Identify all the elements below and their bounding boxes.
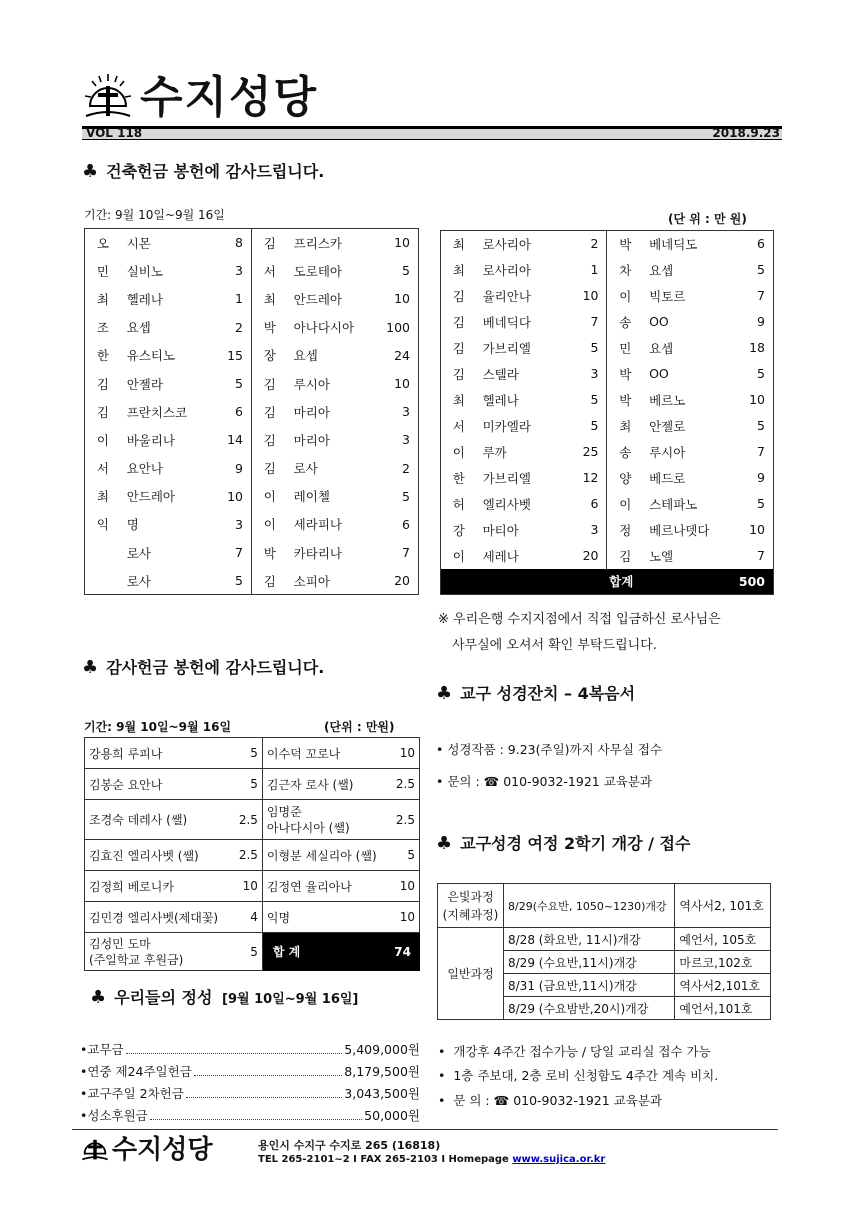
table-row	[441, 465, 774, 491]
donor-amount: 2.5	[232, 840, 262, 871]
donor-surname: 박	[619, 366, 632, 382]
donor-name: 카타리나	[293, 545, 342, 561]
donor-amount: 24	[394, 347, 410, 363]
donor-name: 베드로	[649, 470, 686, 486]
donor-amount: 2	[567, 231, 607, 257]
donor-amount: 6	[757, 236, 765, 252]
donor-amount: 2	[402, 460, 410, 476]
donor-amount: 3	[211, 510, 251, 538]
donor-name: 유스티노	[126, 348, 176, 364]
donor-amount: 7	[402, 545, 410, 561]
course-title: ♣ 교구성경 여정 2학기 개강 / 접수	[436, 833, 691, 854]
donor-amount: 7	[757, 444, 765, 459]
club-icon: ♣	[82, 161, 99, 182]
donor-name: 익명	[262, 902, 389, 933]
table-row	[85, 313, 419, 341]
donor-surname: 최	[619, 418, 632, 434]
building-offering-title: ♣ 건축헌금 봉헌에 감사드립니다.	[82, 161, 325, 182]
donor-surname: 김	[263, 235, 276, 251]
list-item: • 성소후원금 50,000원	[80, 1108, 420, 1123]
thanks-total-label: 합 계	[262, 933, 389, 971]
donor-name: 로사리아	[482, 262, 531, 278]
donor-name: 요안나	[126, 461, 163, 477]
building-total-value: 500	[733, 569, 773, 595]
devotion-label: 교구주일 2차헌금	[87, 1086, 184, 1101]
donor-name: 안젤로	[649, 418, 686, 434]
building-total-label: 합계	[441, 569, 734, 595]
donor-surname: 김	[96, 404, 109, 420]
table-row	[438, 884, 771, 928]
donor-surname: 송	[619, 314, 632, 330]
donor-surname: 민	[96, 263, 109, 279]
course-place: 예언서, 105호	[675, 928, 771, 951]
donor-surname: 장	[263, 348, 276, 364]
donor-name: 김봉순 요안나	[85, 769, 233, 800]
donor-surname: 서	[263, 263, 276, 279]
table-row	[441, 439, 774, 465]
donor-amount: 7	[567, 309, 607, 335]
donor-surname: 이	[263, 517, 276, 533]
list-item: • 교무금 5,409,000원	[80, 1042, 420, 1057]
donor-name: 조경숙 데레사 (쌜)	[85, 800, 233, 840]
donor-surname: 민	[619, 340, 632, 356]
donor-amount: 7	[211, 539, 251, 567]
donor-amount: 10	[394, 376, 410, 392]
donor-amount: 20	[394, 573, 410, 589]
donor-name: 마리아	[293, 404, 330, 420]
building-note-line2: 사무실에 오셔서 확인 부탁드립니다.	[452, 638, 657, 653]
donor-surname: 송	[619, 444, 632, 460]
course-place: 예언서,101호	[675, 997, 771, 1020]
donor-amount: 1	[567, 257, 607, 283]
donor-surname: 오	[96, 235, 109, 251]
donor-amount: 2.5	[390, 800, 420, 840]
bible-fest-line2: • 문의 : ☎ 010-9032-1921 교육분과	[436, 774, 652, 789]
course-time: 8/29 (수요반,11시)개강	[504, 951, 675, 974]
table-row	[85, 902, 420, 933]
donor-surname: 박	[619, 236, 632, 252]
club-icon: ♣	[436, 683, 453, 704]
donor-name: 김성민 도마 (주일학교 후원금)	[85, 933, 233, 971]
donor-amount: 3	[402, 404, 410, 420]
table-row	[441, 283, 774, 309]
donor-name: 김정희 베로니카	[85, 871, 233, 902]
donor-amount: 10	[394, 235, 410, 251]
donor-surname: 이	[452, 548, 465, 564]
donor-name: 스테파노	[649, 496, 698, 512]
donor-name: 베르노	[649, 392, 686, 408]
donor-surname: 김	[619, 548, 632, 564]
table-row	[85, 567, 419, 595]
devotion-value: 50,000원	[364, 1108, 420, 1123]
table-row	[85, 229, 419, 257]
club-icon: ♣	[90, 987, 107, 1008]
donor-surname: 이	[263, 489, 276, 505]
donor-amount: 12	[567, 465, 607, 491]
donor-name: 로사	[126, 545, 151, 561]
club-icon: ♣	[436, 833, 453, 854]
donor-amount: 2.5	[232, 800, 262, 840]
donor-surname: 양	[619, 470, 632, 486]
donor-surname: 김	[452, 314, 465, 330]
donor-name: 김효진 엘리사벳 (쌜)	[85, 840, 233, 871]
donor-surname: 박	[619, 392, 632, 408]
donor-surname: 김	[452, 340, 465, 356]
course-place: 역사서2, 101호	[675, 884, 771, 928]
devotion-label: 교무금	[87, 1042, 124, 1057]
course-table	[437, 883, 771, 1020]
donor-amount: 5	[390, 840, 420, 871]
building-offering-table-left	[84, 228, 419, 595]
thanks-offering-title: ♣ 감사헌금 봉헌에 감사드립니다.	[82, 657, 325, 678]
donor-name: 헬레나	[482, 392, 519, 408]
donor-amount: 25	[567, 439, 607, 465]
donor-name: 안드레아	[293, 291, 342, 307]
donor-surname	[85, 539, 121, 567]
donor-name: 베네딕도	[649, 236, 698, 252]
donor-amount: 10	[749, 392, 765, 407]
donor-amount: 3	[402, 432, 410, 448]
donor-amount: 9	[211, 454, 251, 482]
donor-surname: 정	[619, 522, 632, 538]
donor-amount: 10	[749, 522, 765, 537]
donor-name: 소피아	[293, 573, 330, 589]
donor-amount: 5	[232, 769, 262, 800]
donor-amount: 5	[211, 369, 251, 397]
donor-name: 로사리아	[482, 236, 531, 252]
devotion-label: 연중 제24주일헌금	[87, 1064, 192, 1079]
donor-surname: 김	[263, 461, 276, 477]
donor-name: 베네딕다	[482, 314, 531, 330]
table-row	[85, 426, 419, 454]
volume-bar	[82, 126, 782, 140]
table-row	[441, 361, 774, 387]
phone-icon: ☎	[493, 1093, 510, 1108]
donor-name: 바울리나	[126, 432, 176, 448]
donor-name: 마티아	[482, 522, 519, 538]
donor-surname: 박	[263, 320, 276, 336]
devotion-value: 3,043,500원	[344, 1086, 420, 1101]
donor-amount: 18	[749, 340, 765, 355]
course-time: 8/31 (금요반,11시)개강	[504, 974, 675, 997]
donor-amount: 10	[390, 902, 420, 933]
donor-name: OO	[649, 366, 669, 381]
donor-name: 프리스카	[293, 235, 342, 251]
footer-address: 용인시 수지구 수지로 265 (16818)	[258, 1139, 441, 1152]
donor-surname: 김	[452, 288, 465, 304]
donor-surname: 최	[263, 291, 276, 307]
donor-amount: 5	[232, 738, 262, 769]
donor-amount: 9	[757, 314, 765, 329]
donor-name: 로사	[293, 461, 318, 477]
donor-amount: 5	[402, 263, 410, 279]
donor-name: 세레나	[482, 548, 519, 564]
donor-amount: 5	[211, 567, 251, 595]
donor-surname: 최	[452, 236, 465, 252]
donor-name: 명	[126, 517, 139, 533]
table-row	[441, 231, 774, 257]
donor-amount: 6	[567, 491, 607, 517]
donor-name: 레이첼	[293, 489, 330, 505]
devotion-value: 5,409,000원	[344, 1042, 420, 1057]
bible-fest-line1: • 성경작품 : 9.23(주일)까지 사무실 접수	[436, 742, 663, 757]
bible-fest-title: ♣ 교구 성경잔치 – 4복음서	[436, 683, 636, 704]
donor-amount: 5	[402, 488, 410, 504]
table-row	[85, 482, 419, 510]
table-row	[441, 257, 774, 283]
donor-name: 이수덕 꼬로나	[262, 738, 389, 769]
thanks-unit: (단위 : 만원)	[324, 720, 395, 734]
donor-surname: 조	[96, 320, 109, 336]
donor-name: 김정연 율리아나	[262, 871, 389, 902]
donor-name: 강용희 루피나	[85, 738, 233, 769]
donor-amount: 3	[211, 257, 251, 285]
table-row	[441, 491, 774, 517]
devotion-title: ♣ 우리들의 정성 [9월 10일~9월 16일]	[90, 987, 359, 1008]
church-logo-icon	[82, 72, 134, 124]
course-place: 마르코,102호	[675, 951, 771, 974]
footer-divider	[72, 1129, 778, 1130]
table-row	[441, 413, 774, 439]
donor-name: 아나다시아	[293, 320, 355, 336]
donor-amount: 4	[232, 902, 262, 933]
donor-surname: 익	[96, 517, 109, 533]
donor-surname: 이	[96, 432, 109, 448]
donor-amount: 6	[402, 516, 410, 532]
donor-amount: 10	[211, 482, 251, 510]
thanks-total-value: 74	[390, 933, 420, 971]
devotion-list	[80, 1040, 420, 1128]
donor-surname: 서	[452, 418, 465, 434]
table-row	[85, 341, 419, 369]
donor-amount: 5	[567, 387, 607, 413]
donor-name: 루시아	[649, 444, 686, 460]
donor-amount: 10	[394, 291, 410, 307]
course-note-2: • 1층 주보대, 2층 로비 신청함도 4주간 계속 비치.	[438, 1068, 719, 1083]
donor-surname: 서	[96, 461, 109, 477]
donor-amount: 9	[757, 470, 765, 485]
donor-name: 마리아	[293, 432, 330, 448]
table-row	[85, 933, 420, 971]
thanks-period: 기간: 9월 10일~9월 16일	[84, 720, 232, 734]
donor-name: 시몬	[126, 235, 151, 251]
church-logo-icon	[80, 1134, 110, 1164]
donor-amount: 8	[211, 229, 251, 257]
donor-amount: 5	[567, 335, 607, 361]
donor-surname: 김	[263, 432, 276, 448]
course-time: 8/29 (수요밤반,20시)개강	[504, 997, 675, 1020]
devotion-value: 8,179,500원	[344, 1064, 420, 1079]
donor-surname: 최	[452, 262, 465, 278]
donor-name: 김민경 엘리사벳(제대꽃)	[85, 902, 233, 933]
donor-amount: 5	[757, 262, 765, 277]
donor-amount: 3	[567, 361, 607, 387]
donor-name: 안젤라	[126, 376, 163, 392]
donor-surname: 강	[452, 522, 465, 538]
donor-name: 요셉	[649, 340, 674, 356]
table-row	[85, 738, 420, 769]
table-row	[85, 840, 420, 871]
donor-name: 프란치스코	[126, 404, 188, 420]
table-row	[85, 257, 419, 285]
donor-surname: 박	[263, 545, 276, 561]
donor-name: 엘리사벳	[482, 496, 531, 512]
course-time: 8/29(수요반, 1050~1230)개강	[504, 884, 675, 928]
donor-surname: 김	[96, 376, 109, 392]
donor-amount: 20	[567, 543, 607, 569]
donor-name: 헬레나	[126, 291, 163, 307]
table-row	[85, 871, 420, 902]
donor-amount: 5	[232, 933, 262, 971]
donor-name: 가브리엘	[482, 340, 531, 356]
donor-surname: 김	[263, 376, 276, 392]
donor-name: 요셉	[293, 348, 318, 364]
table-row	[85, 800, 420, 840]
building-unit: (단 위 : 만 원)	[668, 212, 747, 226]
course-note-1: • 개강후 4주간 접수가능 / 당일 교리실 접수 가능	[438, 1044, 711, 1059]
donor-amount: 5	[757, 366, 765, 381]
donor-surname: 차	[619, 262, 632, 278]
donor-name: 실비노	[126, 263, 163, 279]
donor-name: 도로테아	[293, 263, 342, 279]
donor-surname: 이	[452, 444, 465, 460]
donor-surname: 최	[452, 392, 465, 408]
table-row	[441, 517, 774, 543]
building-offering-table-right	[440, 230, 774, 595]
donor-name: 빅토르	[649, 288, 686, 304]
donor-name: 미카엘라	[482, 418, 531, 434]
donor-amount: 10	[390, 738, 420, 769]
donor-surname: 한	[452, 470, 465, 486]
list-item: • 연중 제24주일헌금 8,179,500원	[80, 1064, 420, 1079]
table-row	[85, 369, 419, 397]
course-time: 8/28 (화요반, 11시)개강	[504, 928, 675, 951]
donor-name: 김근자 로사 (쌜)	[262, 769, 389, 800]
donor-name: 베르나뎃다	[649, 522, 710, 538]
donor-amount: 10	[567, 283, 607, 309]
donor-amount: 5	[757, 496, 765, 511]
table-row	[85, 769, 420, 800]
table-row	[441, 335, 774, 361]
donor-name: 율리안나	[482, 288, 531, 304]
donor-amount: 2.5	[390, 769, 420, 800]
course-group-silver: 은빛과정 (지혜과정)	[438, 884, 504, 928]
donor-surname: 김	[452, 366, 465, 382]
donor-surname: 한	[96, 348, 109, 364]
devotion-label: 성소후원금	[87, 1108, 148, 1123]
donor-surname: 김	[263, 404, 276, 420]
donor-surname: 이	[619, 288, 632, 304]
donor-amount: 3	[567, 517, 607, 543]
donor-surname: 김	[263, 573, 276, 589]
donor-name: 이형분 세실리아 (쌜)	[262, 840, 389, 871]
donor-name: 스텔라	[482, 366, 519, 382]
issue-date: 2018.9.23	[712, 126, 780, 140]
donor-name: 가브리엘	[482, 470, 531, 486]
donor-name: 로사	[126, 573, 151, 589]
phone-icon: ☎	[483, 774, 500, 789]
donor-name: 루까	[482, 444, 507, 460]
table-row	[441, 387, 774, 413]
donor-amount: 14	[211, 426, 251, 454]
table-row	[438, 928, 771, 951]
page-title: 수지성당	[140, 72, 319, 123]
donor-amount: 10	[232, 871, 262, 902]
donor-surname: 최	[96, 489, 109, 505]
table-row	[441, 309, 774, 335]
donor-name: OO	[649, 314, 669, 329]
footer-contact: TEL 265-2101~2 I FAX 265-2103 I Homepage www.sujica.or.kr	[258, 1154, 606, 1165]
donor-surname: 이	[619, 496, 632, 512]
donor-name: 요셉	[126, 320, 151, 336]
homepage-link[interactable]: www.sujica.or.kr	[512, 1154, 606, 1165]
table-row	[85, 454, 419, 482]
donor-name: 요셉	[649, 262, 674, 278]
thanks-offering-table	[84, 737, 420, 971]
donor-name: 안드레아	[126, 489, 176, 505]
table-row	[85, 285, 419, 313]
donor-amount: 100	[386, 319, 410, 335]
club-icon: ♣	[82, 657, 99, 678]
donor-surname: 최	[96, 291, 109, 307]
donor-name: 임명준 아나다시아 (쌜)	[262, 800, 389, 840]
table-row	[85, 539, 419, 567]
table-row	[441, 543, 774, 569]
donor-amount: 5	[757, 418, 765, 433]
donor-name: 노엘	[649, 548, 674, 564]
building-note-line1: ※ 우리은행 수지지점에서 직접 입금하신 로사님은	[438, 612, 721, 627]
volume-number: VOL 118	[86, 126, 143, 140]
donor-name: 루시아	[293, 376, 330, 392]
table-row	[85, 398, 419, 426]
course-contact: • 문 의 : ☎ 010-9032-1921 교육분과	[438, 1093, 662, 1108]
donor-name: 세라피나	[293, 517, 342, 533]
donor-amount: 1	[211, 285, 251, 313]
course-group-general: 일반과정	[438, 928, 504, 1020]
course-place: 역사서2,101호	[675, 974, 771, 997]
donor-amount: 10	[390, 871, 420, 902]
footer-title: 수지성당	[112, 1135, 213, 1165]
donor-amount: 7	[757, 288, 765, 303]
donor-amount: 2	[211, 313, 251, 341]
donor-amount: 7	[757, 548, 765, 563]
list-item: • 교구주일 2차헌금 3,043,500원	[80, 1086, 420, 1101]
donor-amount: 5	[567, 413, 607, 439]
donor-surname	[85, 567, 121, 595]
donor-amount: 15	[211, 341, 251, 369]
building-total-row	[441, 569, 774, 595]
table-row	[85, 510, 419, 538]
donor-amount: 6	[211, 398, 251, 426]
building-period: 기간: 9월 10일~9월 16일	[84, 208, 225, 222]
donor-surname: 허	[452, 496, 465, 512]
